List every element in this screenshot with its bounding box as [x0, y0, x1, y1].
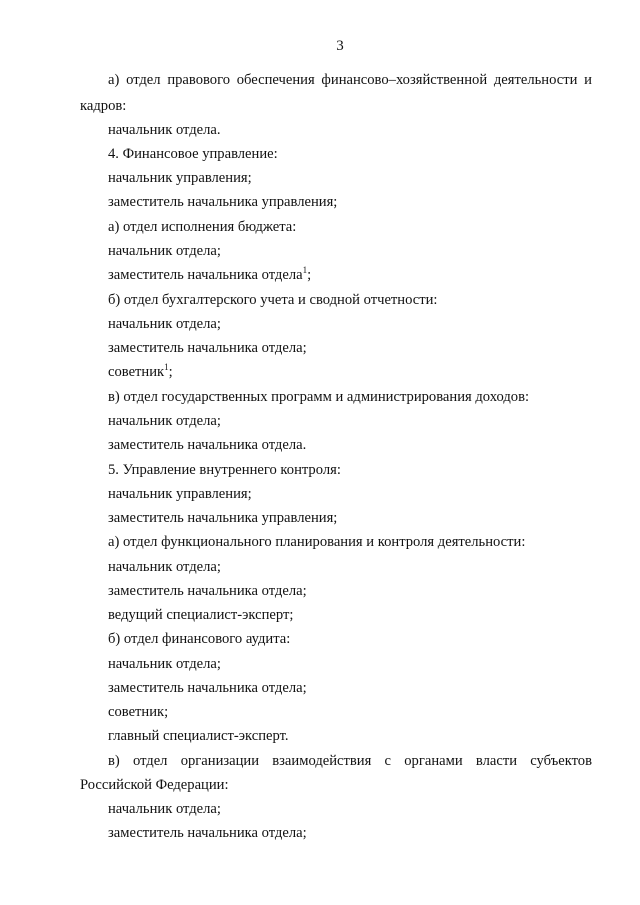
text-line: ведущий специалист-эксперт;: [108, 607, 294, 623]
text-line-content: а) отдел правового обеспечения финансово–хозяйственной деятельности и: [108, 72, 592, 88]
text-line: начальник отдела;: [108, 559, 221, 575]
text-line: заместитель начальника отдела;: [108, 583, 307, 599]
subsection-heading: б) отдел бухгалтерского учета и сводной отчетности:: [108, 292, 438, 308]
text-line: заместитель начальника управления;: [108, 194, 338, 210]
text-line-with-footnote: [108, 363, 173, 381]
text-line: начальник управления;: [108, 486, 252, 502]
text-line-punctuation: ;: [168, 364, 173, 380]
text-line-content: в) отдел организации взаимодействия с органами власти субъектов: [108, 753, 592, 769]
text-line-federation: Российской Федерации:: [80, 777, 229, 793]
text-line-punctuation: ;: [307, 267, 312, 283]
subsection-heading: а) отдел исполнения бюджета:: [108, 219, 297, 235]
text-line-personnel: кадров:: [80, 98, 127, 114]
text-line-with-footnote: [108, 266, 311, 284]
text-line: заместитель начальника отдела.: [108, 437, 307, 453]
footnote-mark: 1: [302, 265, 308, 275]
text-line: заместитель начальника отдела;: [108, 825, 307, 841]
subsection-heading: б) отдел финансового аудита:: [108, 631, 291, 647]
text-line: начальник отдела.: [108, 122, 221, 138]
footnote-mark: 1: [164, 362, 169, 372]
text-line: главный специалист-эксперт.: [108, 728, 289, 744]
subsection-heading: а) отдел функционального планирования и контроля деятельности:: [108, 534, 526, 550]
text-line: советник;: [108, 704, 169, 720]
text-line-content: заместитель начальника отдела: [108, 267, 303, 283]
text-line-legal-dept: [108, 71, 592, 89]
subsection-heading: в) отдел государственных программ и администрирования доходов:: [108, 389, 530, 405]
text-line: заместитель начальника управления;: [108, 510, 338, 526]
text-line: начальник отдела;: [108, 316, 221, 332]
page-number: 3: [336, 38, 344, 54]
text-line: начальник отдела;: [108, 243, 221, 259]
text-line: начальник отдела;: [108, 656, 221, 672]
text-line: начальник управления;: [108, 170, 252, 186]
section-heading-control: 5. Управление внутреннего контроля:: [108, 462, 341, 478]
subsection-heading-interaction: [108, 752, 592, 770]
text-line-content: советник: [108, 364, 165, 380]
text-line: начальник отдела;: [108, 413, 221, 429]
text-line: заместитель начальника отдела;: [108, 340, 307, 356]
text-line: заместитель начальника отдела;: [108, 680, 307, 696]
text-line: начальник отдела;: [108, 801, 221, 817]
section-heading-finance: 4. Финансовое управление:: [108, 146, 278, 162]
